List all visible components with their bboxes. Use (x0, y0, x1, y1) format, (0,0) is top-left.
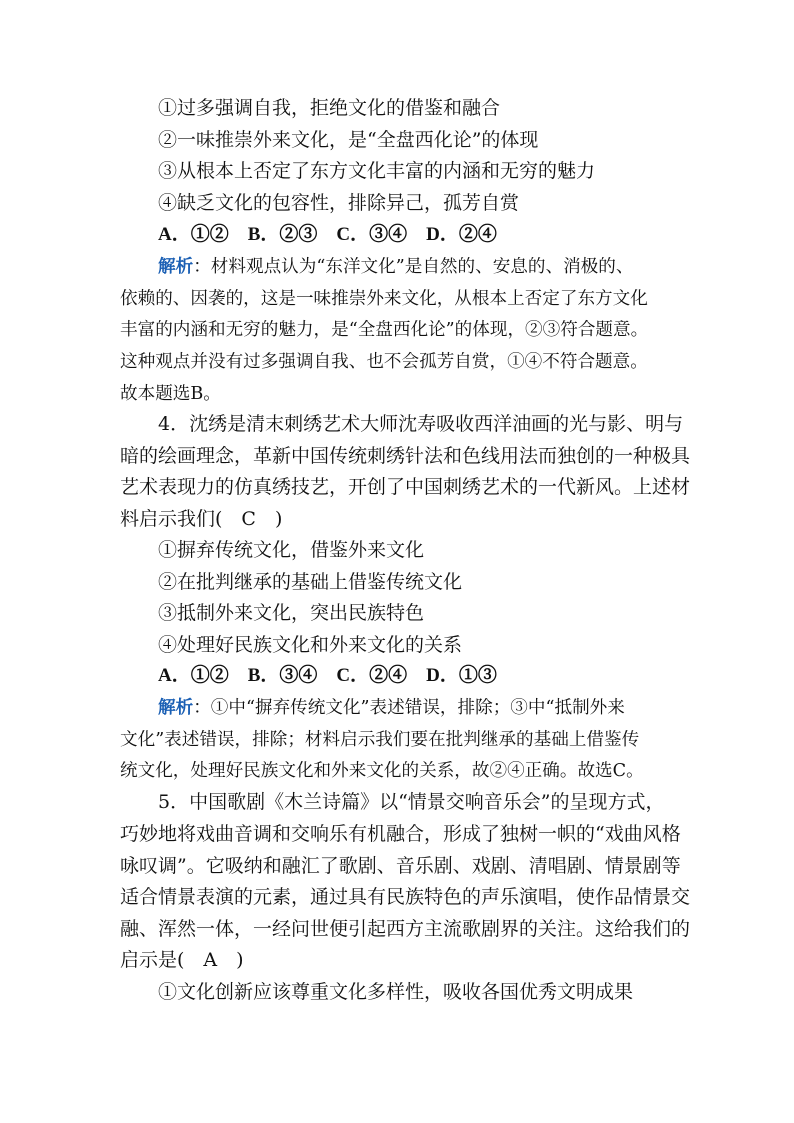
q3-choices: A．①② B．②③ C．③④ D．②④ (158, 224, 497, 245)
q4-analysis-text-1: ：①中“摒弃传统文化”表述错误，排除；③中“抵制外来 (193, 698, 625, 718)
q5-stem-line-3: 咏叹调”。它吸纳和融汇了歌剧、音乐剧、戏剧、清唱剧、情景剧等 (120, 855, 681, 877)
q4-option-3: ③抵制外来文化，突出民族特色 (158, 602, 425, 624)
q4-option-1: ①摒弃传统文化，借鉴外来文化 (158, 539, 425, 561)
q5-option-1: ①文化创新应该尊重文化多样性，吸收各国优秀文明成果 (158, 981, 634, 1003)
q3-option-3: ③从根本上否定了东方文化丰富的内涵和无穷的魅力 (158, 160, 596, 182)
q4-choices: A．①② B．③④ C．②④ D．①③ (158, 665, 497, 686)
q3-analysis-line-4: 这种观点并没有过多强调自我、也不会孤芳自赏，①④不符合题意。 (120, 352, 648, 372)
q4-analysis-line-2: 文化”表述错误，排除；材料启示我们要在批判继承的基础上借鉴传 (120, 730, 640, 750)
q5-stem-line-4: 适合情景表演的元素，通过具有民族特色的声乐演唱，使作品情景交 (120, 886, 691, 908)
q4-analysis-line-1 (158, 696, 625, 720)
q4-option-4: ④处理好民族文化和外来文化的关系 (158, 634, 463, 656)
q3-option-1: ①过多强调自我，拒绝文化的借鉴和融合 (158, 97, 501, 119)
q3-option-4: ④缺乏文化的包容性，排除异己，孤芳自赏 (158, 192, 520, 214)
q5-stem-line-5: 融、浑然一体，一经问世便引起西方主流歌剧界的关注。这给我们的 (120, 918, 691, 940)
q4-stem-line-4: 料启示我们( C ) (120, 508, 283, 530)
q5-stem-line-6: 启示是( A ) (120, 949, 244, 971)
q5-stem-line-1: 5．中国歌剧《木兰诗篇》以“情景交响音乐会”的呈现方式， (158, 791, 665, 813)
q3-analysis-line-5: 故本题选B。 (120, 384, 221, 404)
q3-option-2: ②一味推崇外来文化，是“全盘西化论”的体现 (158, 129, 539, 151)
q3-analysis-label: 解析 (158, 257, 194, 277)
q5-stem-line-2: 巧妙地将戏曲音调和交响乐有机融合，形成了独树一帜的“戏曲风格 (120, 823, 681, 845)
q4-option-2: ②在批判继承的基础上借鉴传统文化 (158, 571, 463, 593)
q3-analysis-line-3: 丰富的内涵和无穷的魅力，是“全盘西化论”的体现，②③符合题意。 (120, 320, 649, 340)
q4-analysis-line-3: 统文化，处理好民族文化和外来文化的关系，故②④正确。故选C。 (120, 761, 644, 781)
q3-analysis-line-2: 依赖的、因袭的，这是一味推崇外来文化，从根本上否定了东方文化 (120, 289, 648, 309)
q4-stem-line-2: 暗的绘画理念，革新中国传统刺绣针法和色线用法而独创的一种极具 (120, 445, 691, 467)
q4-analysis-label: 解析 (158, 698, 194, 718)
q3-analysis-line-1 (158, 255, 633, 279)
q4-stem-line-3: 艺术表现力的仿真绣技艺，开创了中国刺绣艺术的一代新风。上述材 (120, 476, 691, 498)
q3-analysis-text-1: ：材料观点认为“东洋文化”是自然的、安息的、消极的、 (193, 257, 634, 277)
q4-stem-line-1: 4．沈绣是清末刺绣艺术大师沈寿吸收西洋油画的光与影、明与 (158, 413, 684, 435)
